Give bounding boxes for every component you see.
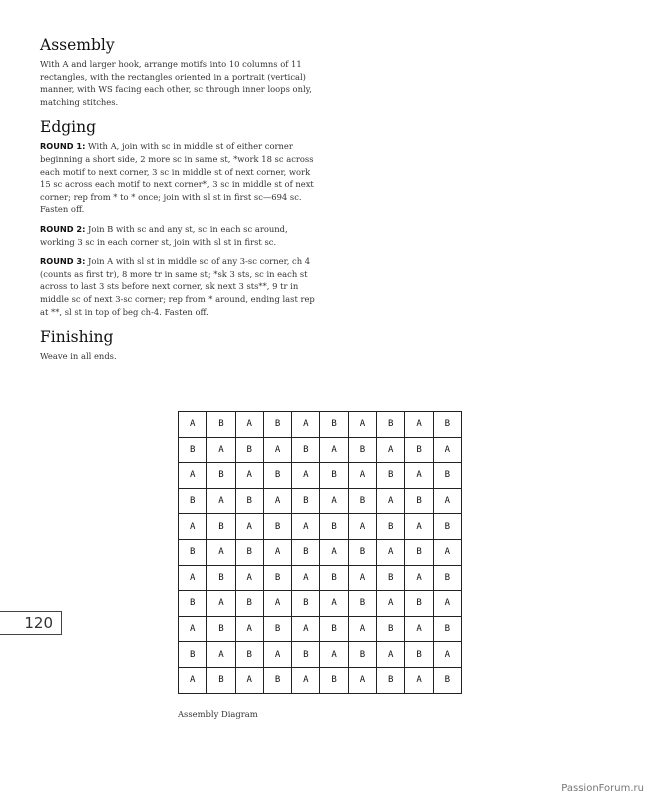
assembly-text: With A and larger hook, arrange motifs into 10 columns of 11 rectangles, with the rectangles oriented in a portrait (vertical) manner, with WS facing each other, sc through inner loops only, matching stitches. xyxy=(40,59,312,107)
diagram-cell: A xyxy=(235,412,263,438)
diagram-cell: A xyxy=(179,463,207,489)
watermark: PassionForum.ru xyxy=(561,783,644,794)
diagram-cell: A xyxy=(348,667,376,693)
diagram-cell: B xyxy=(179,642,207,668)
diagram-cell: B xyxy=(235,437,263,463)
diagram-cell: A xyxy=(377,591,405,617)
diagram-cell: A xyxy=(348,616,376,642)
diagram-cell: A xyxy=(433,591,461,617)
diagram-cell: B xyxy=(263,514,291,540)
diagram-cell: B xyxy=(433,667,461,693)
diagram-row xyxy=(179,616,462,642)
diagram-cell: A xyxy=(207,591,235,617)
diagram-cell: A xyxy=(263,488,291,514)
diagram-cell: B xyxy=(320,463,348,489)
diagram-cell: B xyxy=(207,514,235,540)
diagram-cell: A xyxy=(433,642,461,668)
diagram-cell: B xyxy=(377,565,405,591)
diagram-row xyxy=(179,591,462,617)
diagram-cell: A xyxy=(405,667,433,693)
diagram-cell: A xyxy=(179,412,207,438)
diagram-row xyxy=(179,463,462,489)
diagram-cell: A xyxy=(235,667,263,693)
round-3-text: Join A with sl st in middle sc of any 3-sc corner, ch 4 (counts as first tr), 8 more tr in same st; *sk 3 sts, sc in each st across to last 3 sts before next corner, sk next 3 sts**, 9 tr in middle sc of next 3-sc corner; rep from * around, ending last rep at **, sl st in top of beg ch-4. Fasten off. xyxy=(40,256,315,317)
diagram-cell: A xyxy=(207,488,235,514)
diagram-cell: B xyxy=(405,642,433,668)
diagram-cell: A xyxy=(179,616,207,642)
diagram-cell: A xyxy=(263,642,291,668)
diagram-cell: B xyxy=(377,514,405,540)
edging-heading: Edging xyxy=(40,118,97,137)
finishing-section xyxy=(40,328,318,363)
diagram-cell: A xyxy=(292,412,320,438)
diagram-cell: B xyxy=(235,539,263,565)
diagram-cell: A xyxy=(207,539,235,565)
diagram-cell: A xyxy=(433,488,461,514)
diagram-cell: B xyxy=(207,565,235,591)
diagram-cell: A xyxy=(405,412,433,438)
diagram-cell: A xyxy=(320,642,348,668)
diagram-row xyxy=(179,539,462,565)
finishing-heading: Finishing xyxy=(40,328,114,347)
diagram-cell: B xyxy=(207,616,235,642)
diagram-cell: A xyxy=(235,514,263,540)
diagram-cell: A xyxy=(405,616,433,642)
diagram-cell: B xyxy=(348,642,376,668)
diagram-cell: A xyxy=(263,437,291,463)
diagram-cell: B xyxy=(348,591,376,617)
diagram-cell: A xyxy=(433,437,461,463)
diagram-cell: B xyxy=(405,437,433,463)
round-3-label: ROUND 3: xyxy=(40,256,86,267)
diagram-cell: A xyxy=(405,463,433,489)
assembly-section xyxy=(40,36,318,108)
diagram-cell: B xyxy=(292,591,320,617)
edging-section xyxy=(40,118,318,318)
diagram-cell: B xyxy=(292,539,320,565)
diagram-cell: B xyxy=(377,616,405,642)
diagram-cell: B xyxy=(433,565,461,591)
text-column xyxy=(40,36,318,373)
diagram-cell: A xyxy=(405,514,433,540)
diagram-cell: B xyxy=(405,488,433,514)
diagram-cell: A xyxy=(179,514,207,540)
diagram-row xyxy=(179,437,462,463)
diagram-cell: A xyxy=(235,616,263,642)
round-1-paragraph xyxy=(40,140,318,216)
diagram-row xyxy=(179,565,462,591)
round-1-text: With A, join with sc in middle st of either corner beginning a short side, 2 more sc in same st, *work 18 sc across each motif to next corner, 3 sc in middle st of next corner, work 15 sc across each motif to next corner*, 3 sc in middle st of next corner; rep from * to * once; join with sl st in first sc—694 sc. Fasten off. xyxy=(40,141,314,215)
diagram-row xyxy=(179,514,462,540)
diagram-cell: B xyxy=(263,616,291,642)
diagram-cell: B xyxy=(320,667,348,693)
diagram-cell: A xyxy=(320,591,348,617)
diagram-cell: B xyxy=(348,488,376,514)
diagram-cell: B xyxy=(433,412,461,438)
round-2-paragraph xyxy=(40,223,318,248)
diagram-cell: A xyxy=(235,463,263,489)
assembly-diagram xyxy=(178,411,462,694)
diagram-cell: A xyxy=(433,539,461,565)
diagram-cell: A xyxy=(348,565,376,591)
diagram-cell: A xyxy=(292,616,320,642)
diagram-cell: B xyxy=(433,514,461,540)
diagram-cell: B xyxy=(433,463,461,489)
diagram-cell: A xyxy=(179,667,207,693)
page-number-tab xyxy=(0,611,62,635)
diagram-cell: B xyxy=(292,642,320,668)
diagram-cell: A xyxy=(207,437,235,463)
diagram-cell: A xyxy=(320,488,348,514)
diagram-cell: A xyxy=(377,539,405,565)
diagram-cell: A xyxy=(207,642,235,668)
diagram-cell: A xyxy=(377,437,405,463)
diagram-cell: A xyxy=(292,565,320,591)
diagram-cell: B xyxy=(235,591,263,617)
diagram-cell: B xyxy=(207,412,235,438)
diagram-cell: A xyxy=(235,565,263,591)
diagram-cell: B xyxy=(235,488,263,514)
diagram-cell: B xyxy=(179,488,207,514)
diagram-cell: B xyxy=(320,514,348,540)
diagram-cell: B xyxy=(263,667,291,693)
diagram-cell: B xyxy=(377,412,405,438)
diagram-cell: B xyxy=(292,437,320,463)
diagram-cell: B xyxy=(377,463,405,489)
diagram-cell: B xyxy=(377,667,405,693)
diagram-cell: B xyxy=(433,616,461,642)
diagram-cell: B xyxy=(320,565,348,591)
diagram-cell: B xyxy=(179,539,207,565)
diagram-cell: B xyxy=(348,539,376,565)
page-number: 120 xyxy=(24,614,53,632)
finishing-text: Weave in all ends. xyxy=(40,351,117,362)
diagram-cell: B xyxy=(348,437,376,463)
diagram-row xyxy=(179,667,462,693)
diagram-cell: A xyxy=(405,565,433,591)
diagram-cell: B xyxy=(179,591,207,617)
diagram-cell: B xyxy=(320,412,348,438)
diagram-cell: A xyxy=(320,437,348,463)
diagram-cell: B xyxy=(405,539,433,565)
diagram-row xyxy=(179,642,462,668)
diagram-cell: B xyxy=(207,463,235,489)
round-2-text: Join B with sc and any st, sc in each sc around, working 3 sc in each corner st, join with sl st in first sc. xyxy=(40,223,288,247)
round-1-label: ROUND 1: xyxy=(40,141,86,152)
diagram-cell: B xyxy=(207,667,235,693)
diagram-cell: B xyxy=(292,488,320,514)
diagram-row xyxy=(179,488,462,514)
diagram-cell: A xyxy=(179,565,207,591)
diagram-cell: B xyxy=(405,591,433,617)
round-2-label: ROUND 2: xyxy=(40,223,86,234)
diagram-cell: A xyxy=(377,642,405,668)
diagram-cell: A xyxy=(348,514,376,540)
diagram-cell: A xyxy=(292,463,320,489)
diagram-cell: B xyxy=(263,412,291,438)
round-3-paragraph xyxy=(40,255,318,318)
diagram-cell: A xyxy=(263,539,291,565)
diagram-cell: A xyxy=(377,488,405,514)
diagram-cell: A xyxy=(348,463,376,489)
diagram-cell: A xyxy=(292,514,320,540)
diagram-cell: B xyxy=(320,616,348,642)
diagram-cell: B xyxy=(179,437,207,463)
diagram-row xyxy=(179,412,462,438)
diagram-caption: Assembly Diagram xyxy=(178,709,258,719)
diagram-cell: A xyxy=(348,412,376,438)
diagram-cell: A xyxy=(263,591,291,617)
diagram-cell: B xyxy=(235,642,263,668)
diagram-cell: B xyxy=(263,463,291,489)
assembly-heading: Assembly xyxy=(40,36,115,54)
diagram-cell: A xyxy=(320,539,348,565)
diagram-cell: B xyxy=(263,565,291,591)
diagram-cell: A xyxy=(292,667,320,693)
